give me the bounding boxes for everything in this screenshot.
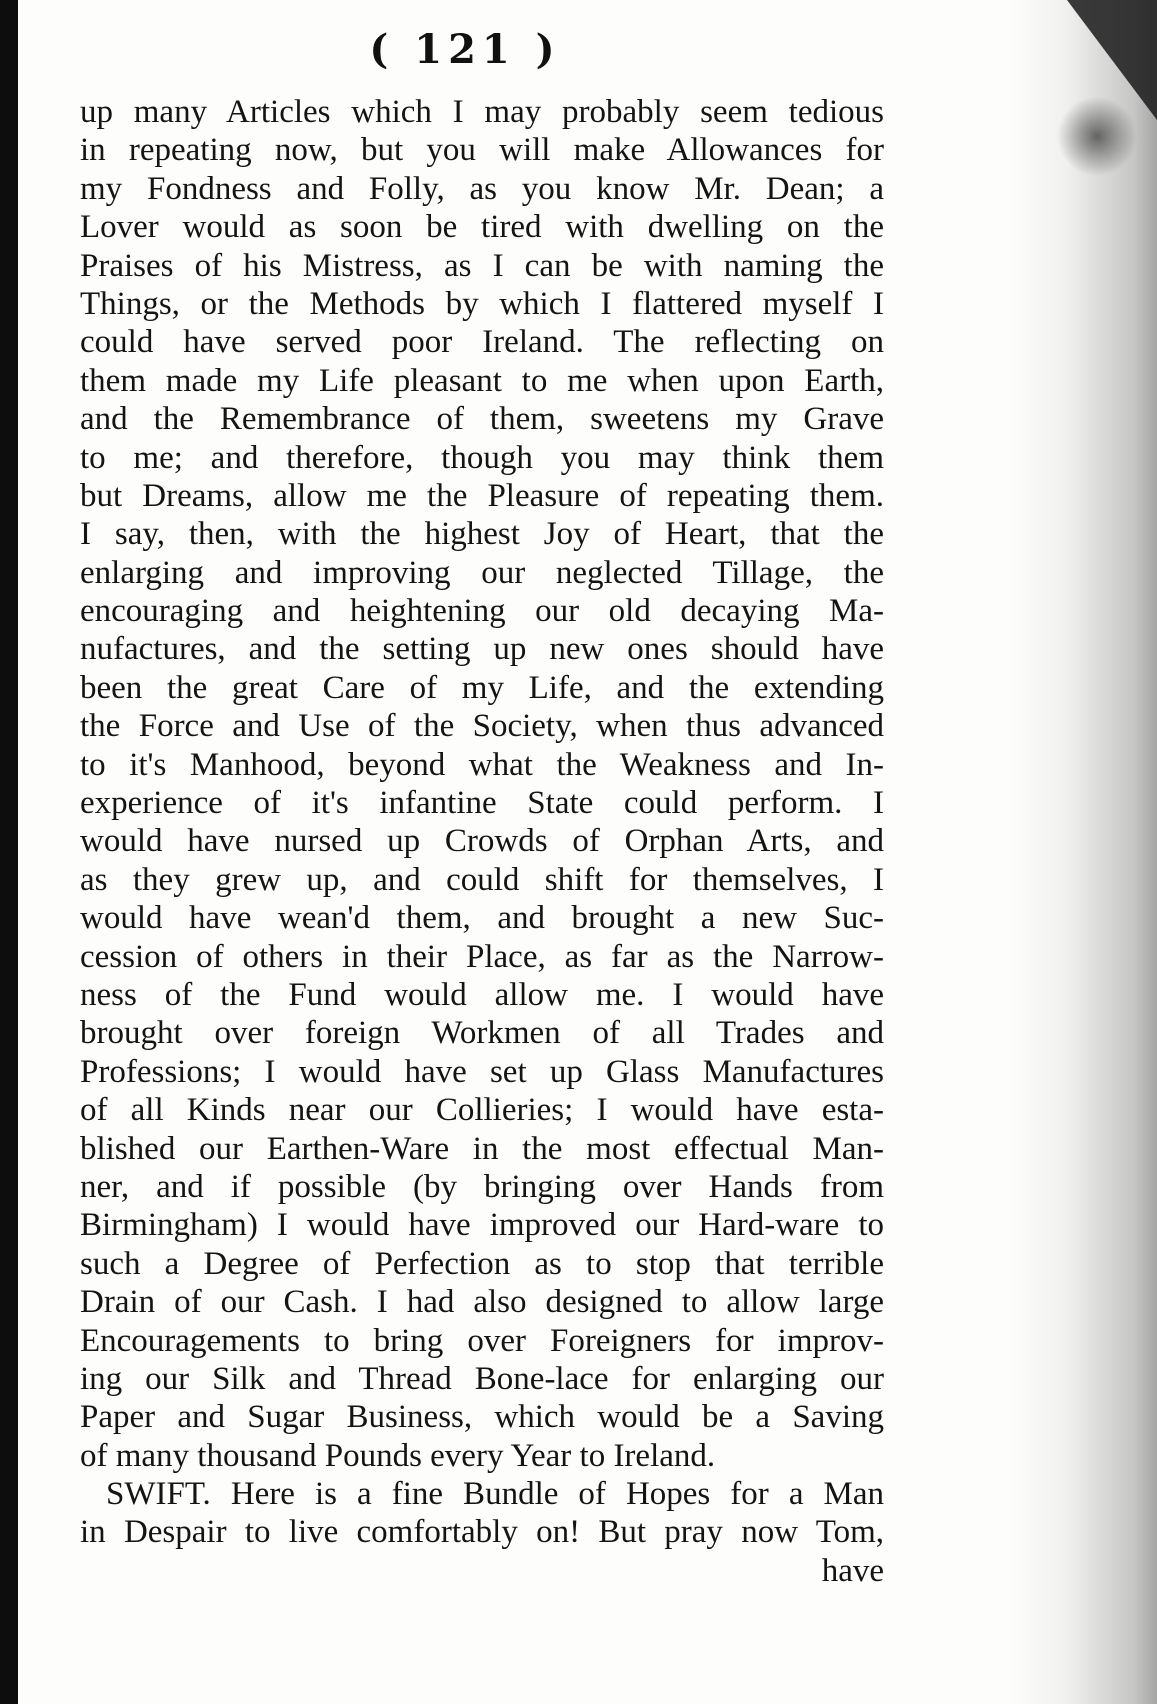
catchword: have	[821, 1552, 884, 1589]
text-line: Paper and Sugar Business, which would be a Saving	[80, 1399, 884, 1436]
text-line: Encouragements to bring over Foreigners for improv-	[80, 1322, 884, 1359]
text-line: ner, and if possible (by bringing over Hands from	[80, 1168, 884, 1205]
text-line: enlarging and improving our neglected Tillage, the	[80, 554, 884, 591]
text-line: of all Kinds near our Collieries; I would have esta-	[80, 1092, 884, 1129]
text-line: I say, then, with the highest Joy of Heart, that the	[80, 516, 884, 553]
text-line: to me; and therefore, though you may think them	[80, 439, 884, 476]
page-edge-shadow	[1007, 0, 1157, 1704]
text-line: ness of the Fund would allow me. I would have	[80, 976, 884, 1013]
text-line: to it's Manhood, beyond what the Weakness and In-	[80, 746, 884, 783]
text-line: brought over foreign Workmen of all Trades and	[80, 1015, 884, 1052]
text-line: cession of others in their Place, as far as the Narrow-	[80, 938, 884, 975]
text-line: in Despair to live comfortably on! But pray now Tom,	[80, 1514, 884, 1551]
text-line: could have served poor Ireland. The reflecting on	[80, 324, 884, 361]
text-line: been the great Care of my Life, and the extending	[80, 669, 884, 706]
text-line: ing our Silk and Thread Bone-lace for enlarging our	[80, 1360, 884, 1397]
text-line: nufactures, and the setting up new ones should have	[80, 631, 884, 668]
text-line: but Dreams, allow me the Pleasure of repeating them.	[80, 477, 884, 514]
text-line: Drain of our Cash. I had also designed to allow large	[80, 1284, 884, 1321]
text-line: them made my Life pleasant to me when upon Earth,	[80, 362, 884, 399]
binding-shadow	[0, 0, 18, 1704]
page-number: ( 121 )	[369, 26, 561, 73]
text-line: my Fondness and Folly, as you know Mr. Dean; a	[80, 170, 884, 207]
text-line: up many Articles which I may probably seem tedious	[80, 94, 884, 130]
text-line: would have wean'd them, and brought a new Suc-	[80, 900, 884, 937]
text-line: Birmingham) I would have improved our Hard-ware to	[80, 1207, 884, 1244]
text-line: blished our Earthen-Ware in the most effectual Man-	[80, 1130, 884, 1167]
text-line: and the Remembrance of them, sweetens my Grave	[80, 401, 884, 438]
text-line: Things, or the Methods by which I flattered myself I	[80, 285, 884, 322]
text-line: would have nursed up Crowds of Orphan Arts, and	[80, 823, 884, 860]
text-line: encouraging and heightening our old decaying Ma-	[80, 593, 884, 630]
text-line: Professions; I would have set up Glass Manufactures	[80, 1053, 884, 1090]
text-line: the Force and Use of the Society, when thus advanced	[80, 708, 884, 745]
text-line: in repeating now, but you will make Allowances for	[80, 132, 884, 169]
speaker-line: SWIFT. Here is a fine Bundle of Hopes for a Man	[106, 1476, 884, 1513]
text-line: of many thousand Pounds every Year to Ireland.	[80, 1437, 716, 1474]
text-line: Lover would as soon be tired with dwelling on the	[80, 209, 884, 246]
body-text	[80, 93, 884, 1590]
text-line: such a Degree of Perfection as to stop that terrible	[80, 1245, 884, 1282]
torn-corner	[1067, 0, 1157, 120]
text-line: Praises of his Mistress, as I can be with naming the	[80, 247, 884, 284]
text-line: as they grew up, and could shift for themselves, I	[80, 861, 884, 898]
text-line: experience of it's infantine State could perform. I	[80, 785, 884, 822]
